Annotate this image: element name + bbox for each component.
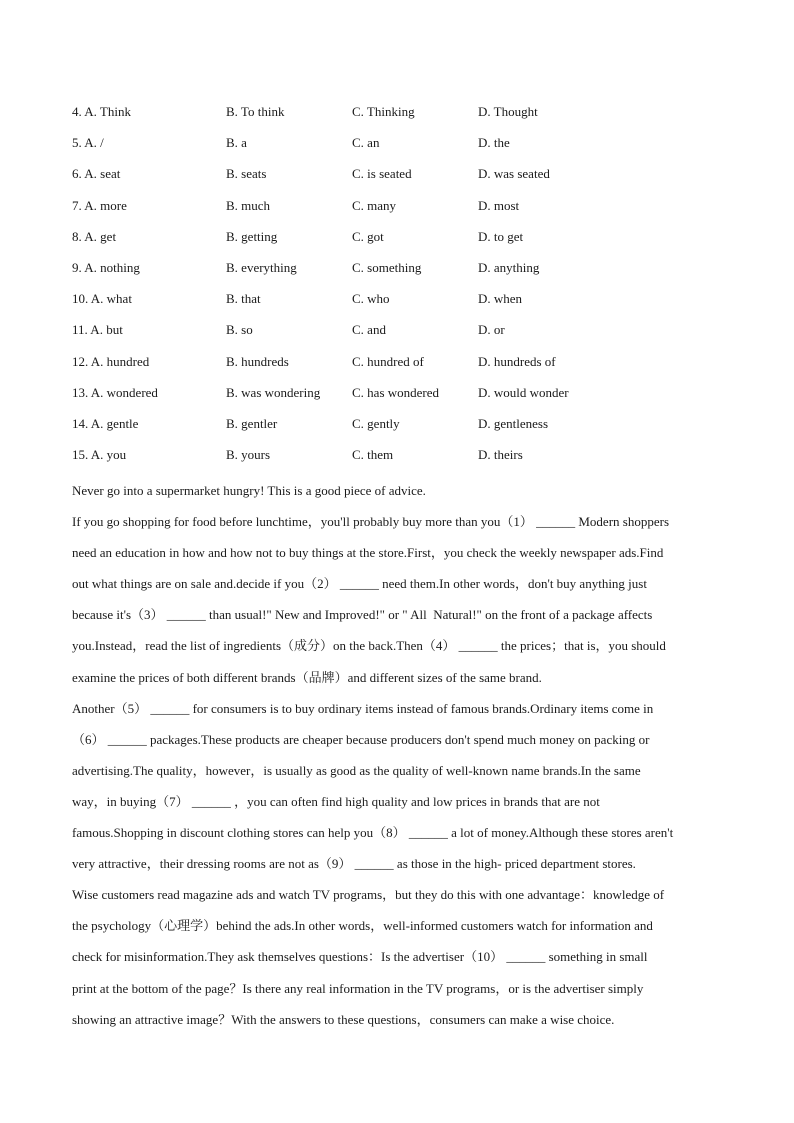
passage-line: check for misinformation.They ask themselves questions：Is the advertiser（10） ______ something in small [72,949,648,965]
option-d: D. gentleness [478,415,549,431]
option-b: B. everything [226,259,297,275]
question-row-6 [72,163,732,194]
option-b: B. much [226,197,271,213]
option-c: C. something [352,259,422,275]
option-c: C. has wondered [352,384,440,400]
option-d: D. was seated [478,166,550,182]
passage-line: If you go shopping for food before lunchtime，you'll probably buy more than you（1） ______ Modern shoppers [72,514,669,530]
option-d: D. hundreds of [478,353,556,369]
option-b: B. was wondering [226,384,321,400]
option-a: 4. A. Think [72,104,131,119]
passage-line: Never go into a supermarket hungry! This is a good piece of advice. [72,483,426,498]
option-a: 10. A. what [72,291,132,307]
option-a: 6. A. seat [72,166,121,182]
option-c: C. Thinking [352,104,415,119]
option-c: C. and [352,322,386,338]
option-a: 9. A. nothing [72,259,140,275]
option-d: D. theirs [478,447,523,463]
question-row-11 [72,319,732,350]
passage-line: very attractive，their dressing rooms are not as（9） ______ as those in the high- priced department stores. [72,856,636,872]
question-row-10 [72,288,732,319]
answer-options [72,101,732,475]
passage-line: because it's（3） ______ than usual!" New and Improved!" or " All Natural!" on the front of a package affects [72,607,653,623]
passage-line: Wise customers read magazine ads and watch TV programs，but they do this with one advantage：knowledge of [72,887,665,903]
option-d: D. when [478,291,523,307]
option-c: C. many [352,197,397,213]
option-d: D. the [478,135,510,151]
question-row-12 [72,351,732,382]
option-d: D. most [478,197,520,213]
passage-line: Another（5） ______ for consumers is to buy ordinary items instead of famous brands.Ordinary items come in [72,700,654,716]
question-row-9 [72,257,732,288]
option-d: D. anything [478,259,540,275]
option-c: C. gently [352,415,400,431]
option-a: 11. A. but [72,322,123,338]
option-a: 14. A. gentle [72,415,139,431]
option-a: 8. A. get [72,228,117,244]
option-b: B. hundreds [226,353,289,369]
passage-line: out what things are on sale and.decide if you（2） ______ need them.In other words，don't buy anything just [72,576,647,592]
option-a: 7. A. more [72,197,127,213]
option-b: B. gentler [226,415,278,431]
passage-line: print at the bottom of the page？Is there any real information in the TV programs，or is the advertiser simply [72,980,644,996]
question-row-4 [72,101,732,132]
question-row-7 [72,195,732,226]
option-b: B. To think [226,104,285,119]
passage-line: （6） ______ packages.These products are cheaper because producers don't spend much money on packing or [72,731,650,747]
option-c: C. hundred of [352,353,424,369]
option-b: B. so [226,322,253,338]
passage-line: examine the prices of both different brands（品牌）and different sizes of the same brand. [72,669,542,685]
passage-line: need an education in how and how not to buy things at the store.First，you check the weekly newspaper ads.Find [72,545,664,561]
question-row-14 [72,413,732,444]
passage-line: way，in buying（7） ______ ，you can often find high quality and low prices in brands that are not [72,793,600,809]
question-row-15 [72,444,732,475]
passage-line: famous.Shopping in discount clothing stores can help you（8） ______ a lot of money.Although these stores aren't [72,825,674,841]
option-c: C. who [352,291,390,307]
option-b: B. yours [226,447,271,463]
option-d: D. would wonder [478,384,569,400]
passage-line: advertising.The quality，however，is usually as good as the quality of well-known name brands.In the same [72,762,641,778]
reading-passage [72,475,732,1035]
option-a: 13. A. wondered [72,384,158,400]
option-b: B. seats [226,166,267,182]
passage-line: showing an attractive image？With the answers to these questions，consumers can make a wise choice. [72,1011,615,1027]
question-row-13 [72,382,732,413]
question-row-8 [72,226,732,257]
option-a: 5. A. / [72,135,104,151]
option-d: D. Thought [478,104,538,119]
option-b: B. getting [226,228,278,244]
option-b: B. a [226,135,247,151]
option-b: B. that [226,291,261,307]
option-d: D. to get [478,228,524,244]
option-a: 15. A. you [72,447,127,463]
passage-line: you.Instead，read the list of ingredients（成分）on the back.Then（4） ______ the prices；that is，you should [72,638,666,654]
option-c: C. got [352,228,384,244]
passage-line: the psychology（心理学）behind the ads.In other words，well-informed customers watch for information and [72,918,653,934]
option-c: C. them [352,447,394,463]
option-a: 12. A. hundred [72,353,150,369]
option-d: D. or [478,322,505,338]
option-c: C. is seated [352,166,412,182]
question-row-5 [72,132,732,163]
option-c: C. an [352,135,380,151]
